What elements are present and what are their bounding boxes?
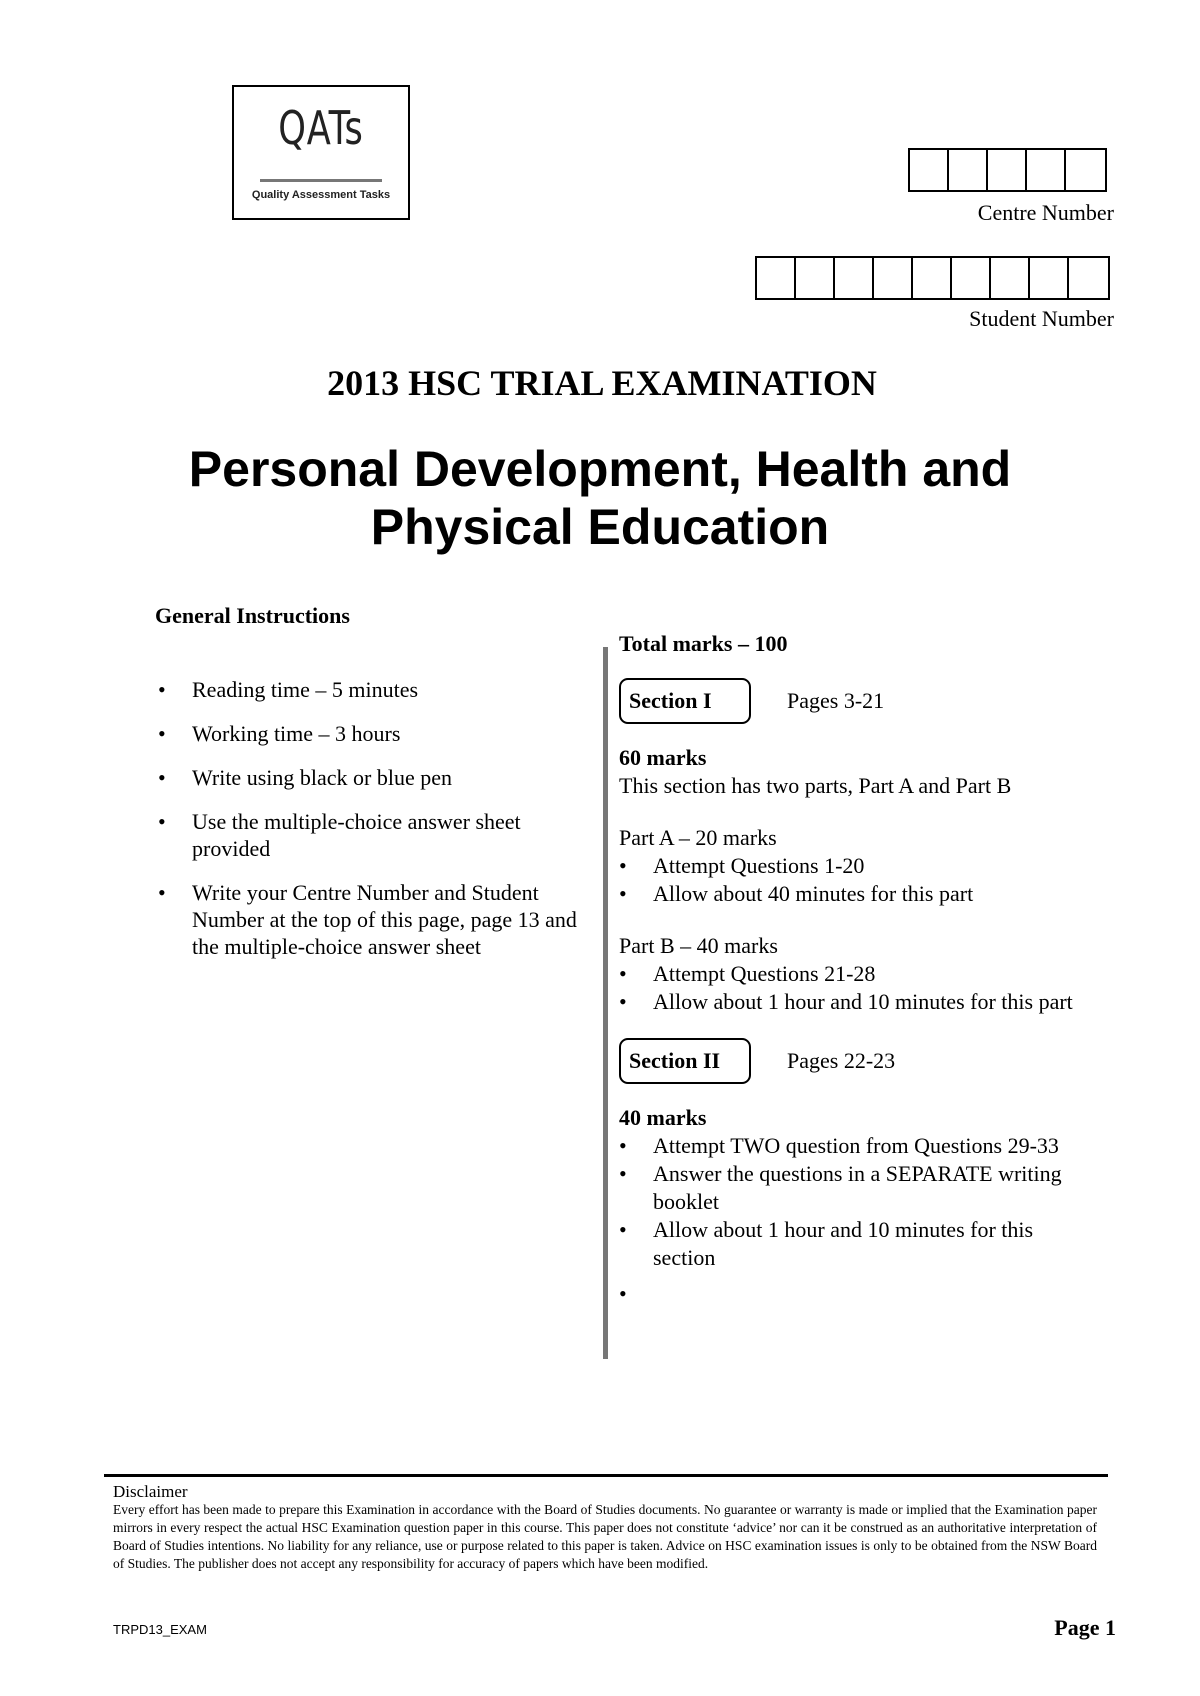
student-number-digit-box[interactable] — [796, 258, 835, 298]
subject-title-line2: Physical Education — [370, 499, 830, 555]
section2-item: • Answer the questions in a SEPARATE writing booklet — [619, 1160, 1099, 1216]
section1-header — [619, 678, 1099, 724]
student-number-label: Student Number — [969, 306, 1114, 331]
subject-title-line1: Personal Development, Health and — [188, 441, 1012, 497]
instruction-item: • Reading time – 5 minutes — [158, 676, 588, 703]
exam-title: 2013 HSC TRIAL EXAMINATION — [327, 363, 877, 403]
column-divider — [603, 647, 608, 1359]
logo-rule — [260, 179, 382, 182]
section2-item-empty — [619, 1280, 1099, 1308]
instruction-item: • Write using black or blue pen — [158, 764, 588, 791]
student-number-digit-box[interactable] — [1030, 258, 1069, 298]
section2-label: Section II — [619, 1038, 751, 1084]
partB-item: • Attempt Questions 21-28 — [619, 960, 1099, 988]
partA-heading: Part A – 20 marks — [619, 825, 777, 850]
qats-logo — [232, 85, 410, 220]
document-code: TRPD13_EXAM — [113, 1622, 207, 1637]
student-number-digit-box[interactable] — [757, 258, 796, 298]
student-number-digit-box[interactable] — [1069, 258, 1108, 298]
partB-list — [619, 960, 1099, 1016]
student-number-boxes[interactable] — [755, 256, 1110, 300]
centre-number-boxes[interactable] — [908, 148, 1107, 192]
footer-rule — [104, 1474, 1108, 1477]
centre-number-digit-box[interactable] — [910, 150, 949, 190]
section2-item: • Attempt TWO question from Questions 29-33 — [619, 1132, 1099, 1160]
general-instructions-heading: General Instructions — [155, 603, 350, 628]
total-marks: Total marks – 100 — [619, 631, 788, 656]
disclaimer-title: Disclaimer — [113, 1482, 188, 1501]
partA-list — [619, 852, 1099, 908]
section2-marks: 40 marks — [619, 1105, 707, 1130]
section2-item: • Allow about 1 hour and 10 minutes for this section — [619, 1216, 1099, 1272]
section2-header — [619, 1038, 1099, 1084]
page-number: Page 1 — [1054, 1615, 1116, 1640]
partA-item: • Allow about 40 minutes for this part — [619, 880, 1099, 908]
section1-pages: Pages 3-21 — [787, 688, 885, 713]
student-number-digit-box[interactable] — [952, 258, 991, 298]
instruction-item: • Write your Centre Number and Student Number at the top of this page, page 13 and the multiple-choice answer sheet — [158, 879, 588, 960]
section1-description: This section has two parts, Part A and Part B — [619, 773, 1012, 798]
partB-item: • Allow about 1 hour and 10 minutes for this part — [619, 988, 1099, 1016]
student-number-digit-box[interactable] — [991, 258, 1030, 298]
student-number-digit-box[interactable] — [835, 258, 874, 298]
centre-number-digit-box[interactable] — [1027, 150, 1066, 190]
subject-title — [100, 440, 1100, 556]
student-number-digit-box[interactable] — [874, 258, 913, 298]
logo-tagline: Quality Assessment Tasks — [251, 189, 391, 201]
centre-number-digit-box[interactable] — [949, 150, 988, 190]
instruction-item: • Working time – 3 hours — [158, 720, 588, 747]
centre-number-digit-box[interactable] — [1066, 150, 1105, 190]
centre-number-digit-box[interactable] — [988, 150, 1027, 190]
centre-number-label: Centre Number — [977, 200, 1114, 225]
partB-heading: Part B – 40 marks — [619, 933, 778, 958]
instruction-item: • Use the multiple-choice answer sheet provided — [158, 808, 588, 862]
logo-name: QATs — [278, 101, 364, 155]
section1-marks: 60 marks — [619, 745, 707, 770]
section1-label: Section I — [619, 678, 751, 724]
student-number-digit-box[interactable] — [913, 258, 952, 298]
general-instructions-list — [158, 676, 588, 977]
section2-list — [619, 1132, 1099, 1308]
section2-pages: Pages 22-23 — [787, 1048, 896, 1073]
partA-item: • Attempt Questions 1-20 — [619, 852, 1099, 880]
disclaimer-body: Every effort has been made to prepare this Examination in accordance with the Board of Studies documents. No guarantee or warranty is made or implied that the Examination paper mirrors in every respect the actual HSC Examination question paper in this course. This paper does not constitute ‘advice’ nor can it be construed as an authoritative interpretation of Board of Studies intentions. No liability for any reliance, use or purpose related to this paper is taken. Advice on HSC examination issues is only to be obtained from the NSW Board of Studies. The publisher does not accept any responsibility for accuracy of papers which have been modified. — [113, 1502, 1097, 1571]
marks-summary — [619, 630, 1099, 1308]
